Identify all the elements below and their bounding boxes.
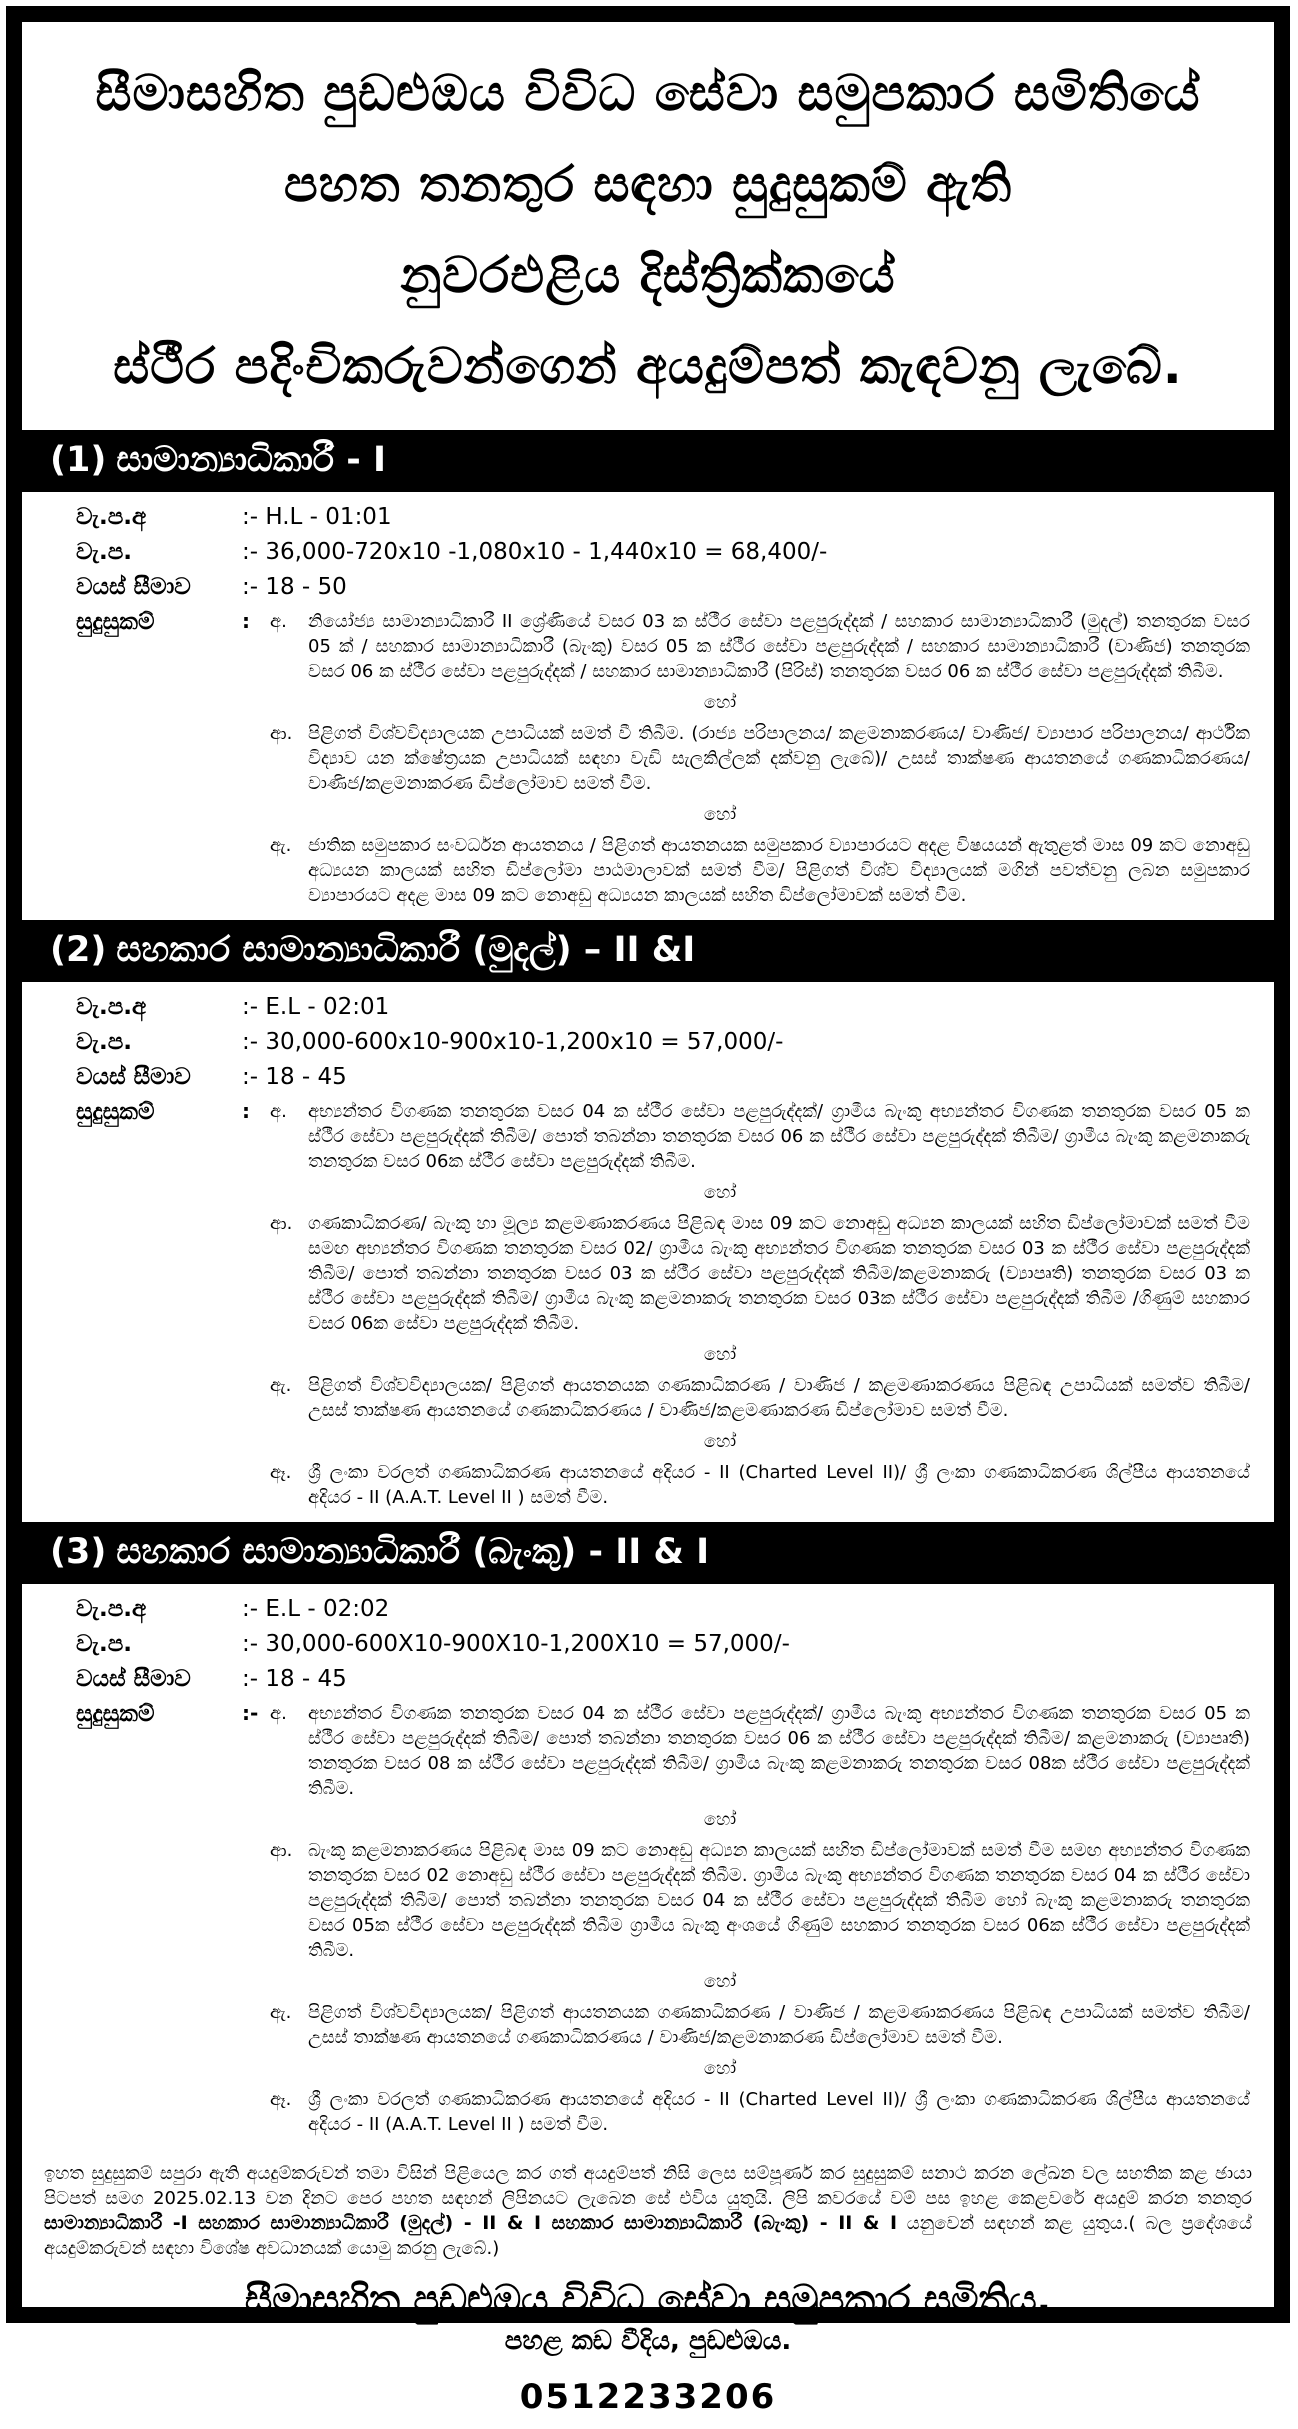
section-2-header (22, 920, 1274, 982)
qualifications-label: සුදුසුකම් (76, 609, 155, 635)
headline-line: නුවරඑළිය දිස්ත්‍රික්කයේ (400, 246, 896, 304)
colon: : (242, 609, 250, 633)
qual-text: ශ්‍රී ලංකා වරලත් ගණකාධිකරණ ආයතනයේ අදියර - II (Charted Level II)/ ශ්‍රී ලංකා ගණකාධිකරණ ශිල්පීය ආයතනයේ අදියර - II (A.A.T. Level II ) සමත් වීම. (308, 2089, 1250, 2135)
qual-marker: ඈ. (270, 2089, 292, 2110)
field-value: :- 30,000-600X10-900X10-1,200X10 = 57,000/- (242, 1631, 790, 1657)
field-label: වැ.ප. (76, 539, 132, 565)
field-label: වයස් සීමාව (76, 1064, 191, 1090)
qual-text: පිළිගත් විශ්වවිද්‍යාලයක/ පිළිගත් ආයතනයක ගණකාධිකරණ / වාණිජ / කළමණාකරණය පිළිබඳ උපාධියක් සමත්ව තිබීම/ උසස් තාක්ෂණ ආයතනයේ ගණකාධිකරණය / වාණිජ/කළමණාකරණ ඩිප්ලෝමාව සමත් වීම. (308, 1375, 1250, 1421)
or-separator: හෝ (703, 1344, 737, 1365)
qual-marker: ඈ. (270, 1462, 292, 1483)
or-separator: හෝ (703, 1971, 737, 1992)
qual-text: ජාතික සමුපකාර සංවර්ධන ආයතනය / පිළිගත් ආයතනයක සමුපකාර ව්‍යාපාරයට අදළ විෂයයන් ඇතුළත් මාස 09 කට නොඅඩු අධ්‍යයන කාලයක් සහිත ඩිප්ලෝමා පාඨමාලාවක් සමත් වීම/ පිළිගත් විශ්ව විද්‍යාලයක් මගින් පවත්වනු ලබන සමුපකාර ව්‍යාපාරයට අදළ මාස 09 කට නොඅඩු අධ්‍යයන කාලයක් සහිත ඩිප්ලෝමාවක් සමත් වීම. (308, 835, 1250, 906)
qualifications-block (76, 1701, 1250, 2137)
section-number: (1) (50, 440, 107, 480)
qualification-item (270, 1099, 1250, 1174)
field-row (76, 1596, 1250, 1622)
qual-text: ගණකාධිකරණ/ බැංකු හා මූල්‍ය කළමණාකරණය පිළිබඳ මාස 09 කට නොඅඩු අධ්‍යන කාලයක් සහිත ඩිප්ලෝමාවක් සමත් වීම සමඟ අභ්‍යන්තර විගණක තනතුරක වසර 02/ ග්‍රාමීය බැංකු අභ්‍යන්තර විගණක තනතුරක වසර 03 ක ස්ථීර සේවා පළපුරුද්දක් තිබීම/ පොත් තබන්නා තනතුරක වසර 03 ක ස්ථීර සේවා පළපුරුද්දක් තිබීම/කළමනාකරු (ව්‍යාපෘති) තනතුරක වසර 03 ක ස්ථීර සේවා පළපුරුද්දක් තිබීම/ ග්‍රාමීය බැංකු කළමනාකරු තනතුරක වසර 03ක ස්ථීර සේවා පළපුරුද්දක් තිබීම /ගිණුම් සහකාර වසර 06ක සේවා පළපුරුද්දක් තිබීම. (308, 1213, 1250, 1334)
headline-line: සීමාසහිත පුඩළුඔය විවිධ සේවා සමුපකාර සමිතියේ (95, 64, 1201, 122)
field-label: වයස් සීමාව (76, 574, 191, 600)
ad-header (22, 22, 1274, 430)
colon: : (242, 1099, 250, 1123)
field-row (76, 994, 1250, 1020)
qual-text: නියෝජ්‍ය සාමාන්‍යාධිකාරී II ශ්‍රේණියේ වසර 03 ක ස්ථීර සේවා පළපුරුද්දක් / සහකාර සාමාන්‍යාධිකාරී (මුදල්) තනතුරක වසර 05 ක් / සහකාර සාමාන්‍යාධිකාරී (බැංකු) වසර 05 ක ස්ථීර සේවා පළපුරුද්දක් / සහකාර සාමාන්‍යාධිකාරී (වාණිජ) තනතුරක වසර 06 ක ස්ථීර සේවා පළපුරුද්දක් / සහකාර සාමාන්‍යාධිකාරී (පිරිස්) තනතුරක වසර 06 ක ස්ථීර සේවා පළපුරුද්දක් තිබීම. (308, 611, 1250, 682)
qualifications-label: සුදුසුකම් (76, 1701, 155, 1727)
field-value: :- 36,000-720x10 -1,080x10 - 1,440x10 = 68,400/- (242, 539, 828, 565)
qualification-item (270, 721, 1250, 796)
field-value: :- 18 - 45 (242, 1064, 347, 1090)
section-3-header (22, 1522, 1274, 1584)
qual-text: පිළිගත් විශ්වවිද්‍යාලයක/ පිළිගත් ආයතනයක ගණකාධිකරණ / වාණිජ / කළමණාකරණය පිළිබඳ උපාධියක් සමත්ව තිබීම/ උසස් තාක්ෂණ ආයතනයේ ගණකාධිකරණය / වාණිජ/කළමනාකරණ ඩිප්ලෝමාව සමත් වීම. (308, 2002, 1250, 2048)
section-2-content (22, 982, 1274, 1522)
field-row (76, 574, 1250, 600)
field-row (76, 1631, 1250, 1657)
or-separator: හෝ (703, 1182, 737, 1203)
or-separator: හෝ (703, 2058, 737, 2079)
qualifications-block (76, 1099, 1250, 1510)
qual-marker: අ. (270, 1101, 287, 1122)
qualification-item (270, 1701, 1250, 1801)
organization-address: පහළ කඩ වීදිය, පුඩළුඔය. (504, 2326, 792, 2356)
footnote-text: ඉහත සුදුසුකම් සපුරා ඇති අයදුම්කරුවන් තමා විසින් පිළියෙල කර ගත් අයදුම්පත් නිසි ලෙස සම්පූර්ණ කර සුදුසුකම් සනාථ කරන ලේඛන වල සහතික කළ ඡායා පිටපත් සමග 2025.02.13 වන දිනට පෙර පහත සඳහන් ලිපිනයට ලැබෙන සේ එවිය යුතුයි. ලිපි කවරයේ වම් පස ඉහළ කෙළවරේ අයදුම් කරන තනතුර (44, 2163, 1252, 2209)
field-label: වැ.ප.අ (76, 994, 147, 1020)
qual-marker: ආ. (270, 1213, 293, 1234)
field-value: :- 18 - 45 (242, 1666, 347, 1692)
field-row (76, 1029, 1250, 1055)
or-separator: හෝ (703, 1809, 737, 1830)
qual-marker: අ. (270, 611, 287, 632)
qualification-item (270, 1211, 1250, 1336)
field-label: වැ.ප. (76, 1029, 132, 1055)
or-separator: හෝ (703, 1431, 737, 1452)
qual-marker: අ. (270, 1703, 287, 1724)
section-3-content (22, 1584, 1274, 2149)
qual-text: පිළිගත් විශ්වවිද්‍යාලයක උපාධියක් සමත් වී තිබීම. (රාජ්‍ය පරිපාලනය/ කළමනාකරණය/ වාණිජ/ ව්‍යාපාර පරිපාලනය/ ආර්ථික විද්‍යාව යන ක්ෂේත්‍රයක උපාධියක් සඳහා වැඩි සැලකිල්ලක් දක්වනු ලැබේ)/ උසස් තාක්ෂණ ආයතනයේ ගණකාධිකරණය/ වාණිජ/කළමනාකරණ ඩිප්ලෝමාව සමත් වීම. (308, 723, 1250, 794)
qual-marker: ආ. (270, 723, 293, 744)
field-row (76, 539, 1250, 565)
headline-line: ස්ථීර පදිංචිකරුවන්ගෙන් අයදුම්පත් කැඳවනු ලැබේ. (113, 337, 1183, 395)
qual-text: ශ්‍රී ලංකා වරලත් ගණකාධිකරණ ආයතනයේ අදියර - II (Charted Level II)/ ශ්‍රී ලංකා ගණකාධිකරණ ශිල්පීය ආයතනයේ අදියර - II (A.A.T. Level II ) සමත් වීම. (308, 1462, 1250, 1508)
section-number: (2) (50, 930, 107, 970)
footnote-text: යනුවෙන් සඳහන් කළ යුතුය.( බල ප්‍රදේශයේ අයදුම්කරුවන් සඳහා විශේෂ අවධානයක් යොමු කරනු ලැබේ.) (44, 2213, 1252, 2259)
qualification-item (270, 833, 1250, 908)
qual-marker: ඇ. (270, 1375, 292, 1396)
section-number: (3) (50, 1532, 107, 1572)
organization-name: සීමාසහිත පුඩළුඔය විවිධ සේවා සමුපකාර සමිතිය, (244, 2277, 1052, 2321)
qualification-item (270, 609, 1250, 684)
field-row (76, 504, 1250, 530)
phone-number: 0512233206 (519, 2377, 777, 2417)
field-row (76, 1064, 1250, 1090)
section-title: සහකාර සාමාන්‍යාධිකාරී (බැංකු) - II & I (116, 1532, 710, 1572)
qualification-item (270, 1373, 1250, 1423)
qualifications-block (76, 609, 1250, 908)
qual-marker: ආ. (270, 1840, 293, 1861)
field-row (76, 1666, 1250, 1692)
footnote-bold-positions: සාමාන්‍යාධිකාරී -I සහකාර සාමාන්‍යාධිකාරී (මුදල්) - II & I සහකාර සාමාන්‍යාධිකාරී (බැංකු) - II & I (44, 2212, 898, 2234)
section-title: සාමාන්‍යාධිකාරී - I (116, 440, 386, 480)
field-value: :- 30,000-600x10-900x10-1,200x10 = 57,000/- (242, 1029, 784, 1055)
footer (22, 2271, 1274, 2429)
field-value: :- 18 - 50 (242, 574, 347, 600)
field-label: වැ.ප.අ (76, 504, 147, 530)
advert-frame (6, 6, 1290, 2417)
section-1-header (22, 430, 1274, 492)
or-separator: හෝ (703, 692, 737, 713)
field-value: :- H.L - 01:01 (242, 504, 392, 530)
field-label: වැ.ප.අ (76, 1596, 147, 1622)
field-value: :- E.L - 02:02 (242, 1596, 390, 1622)
qualification-item (270, 2087, 1250, 2137)
section-1-content (22, 492, 1274, 920)
colon: :- (242, 1701, 259, 1725)
headline-line: පහත තනතුර සඳහා සුදුසුකම් ඇති (283, 155, 1013, 213)
qualification-item (270, 1460, 1250, 1510)
qual-text: අභ්‍යන්තර විගණක තනතුරක වසර 04 ක ස්ථීර සේවා පළපුරුද්දක්/ ග්‍රාමීය බැංකු අභ්‍යන්තර විගණක තනතුරක වසර 05 ක ස්ථීර සේවා පළපුරුද්දක් තිබීම/ පොත් තබන්නා තනතුරක වසර 06 ක ස්ථීර සේවා පළපුරුද්දක් තිබීම/ ග්‍රාමීය බැංකු කළමනාකරු තනතුරක වසර 06ක ස්ථීර සේවා පළපුරුද්දක් තිබීම. (308, 1101, 1250, 1172)
field-label: වැ.ප. (76, 1631, 132, 1657)
qual-marker: ඇ. (270, 835, 292, 856)
qualifications-label: සුදුසුකම් (76, 1099, 155, 1125)
field-value: :- E.L - 02:01 (242, 994, 390, 1020)
qualification-item (270, 1838, 1250, 1963)
application-instructions (44, 2161, 1252, 2261)
section-title: සහකාර සාමාන්‍යාධිකාරී (මුදල්) – II &I (116, 930, 696, 970)
field-label: වයස් සීමාව (76, 1666, 191, 1692)
qual-marker: ඇ. (270, 2002, 292, 2023)
qualification-item (270, 2000, 1250, 2050)
qual-text: බැංකු කළමනාකරණය පිළිබඳ මාස 09 කට නොඅඩු අධ්‍යන කාලයක් සහිත ඩිප්ලෝමාවක් සමත් වීම සමඟ අභ්‍යන්තර විගණක තනතුරක වසර 02 නොඅඩු ස්ථීර සේවා පළපුරුද්දක් තිබීම. ග්‍රාමීය බැංකු අභ්‍යන්තර විගණක තනතුරක වසර 04 ක ස්ථීර සේවා පළපුරුද්දක් තිබීම/ පොත් තබන්නා තනතුරක වසර 04 ක ස්ථීර සේවා පළපුරුද්දක් තිබීම හෝ බැංකු කළමනාකරු තනතුරක වසර 05ක ස්ථීර සේවා පළපුරුද්දක් තිබීම ග්‍රාමීය බැංකු අංශයේ ගිණුම් සහකාර තනතුරක වසර 06ක ස්ථීර සේවා පළපුරුද්දක් තිබීම. (308, 1840, 1250, 1961)
or-separator: හෝ (703, 804, 737, 825)
qual-text: අභ්‍යන්තර විගණක තනතුරක වසර 04 ක ස්ථීර සේවා පළපුරුද්දක්/ ග්‍රාමීය බැංකු අභ්‍යන්තර විගණක තනතුරක වසර 05 ක ස්ථීර සේවා පළපුරුද්දක් තිබීම/ පොත් තබන්නා තනතුරක වසර 06 ක ස්ථීර සේවා පළපුරුද්දක් තිබීම/ කළමනාකරු (ව්‍යාපෘති) තනතුරක වසර 08 ක ස්ථීර සේවා පළපුරුද්දක් තිබීම/ ග්‍රාමීය බැංකු කළමනාකරු තනතුරක වසර 08ක ස්ථීර සේවා පළපුරුද්දක් තිබීම. (308, 1703, 1250, 1799)
